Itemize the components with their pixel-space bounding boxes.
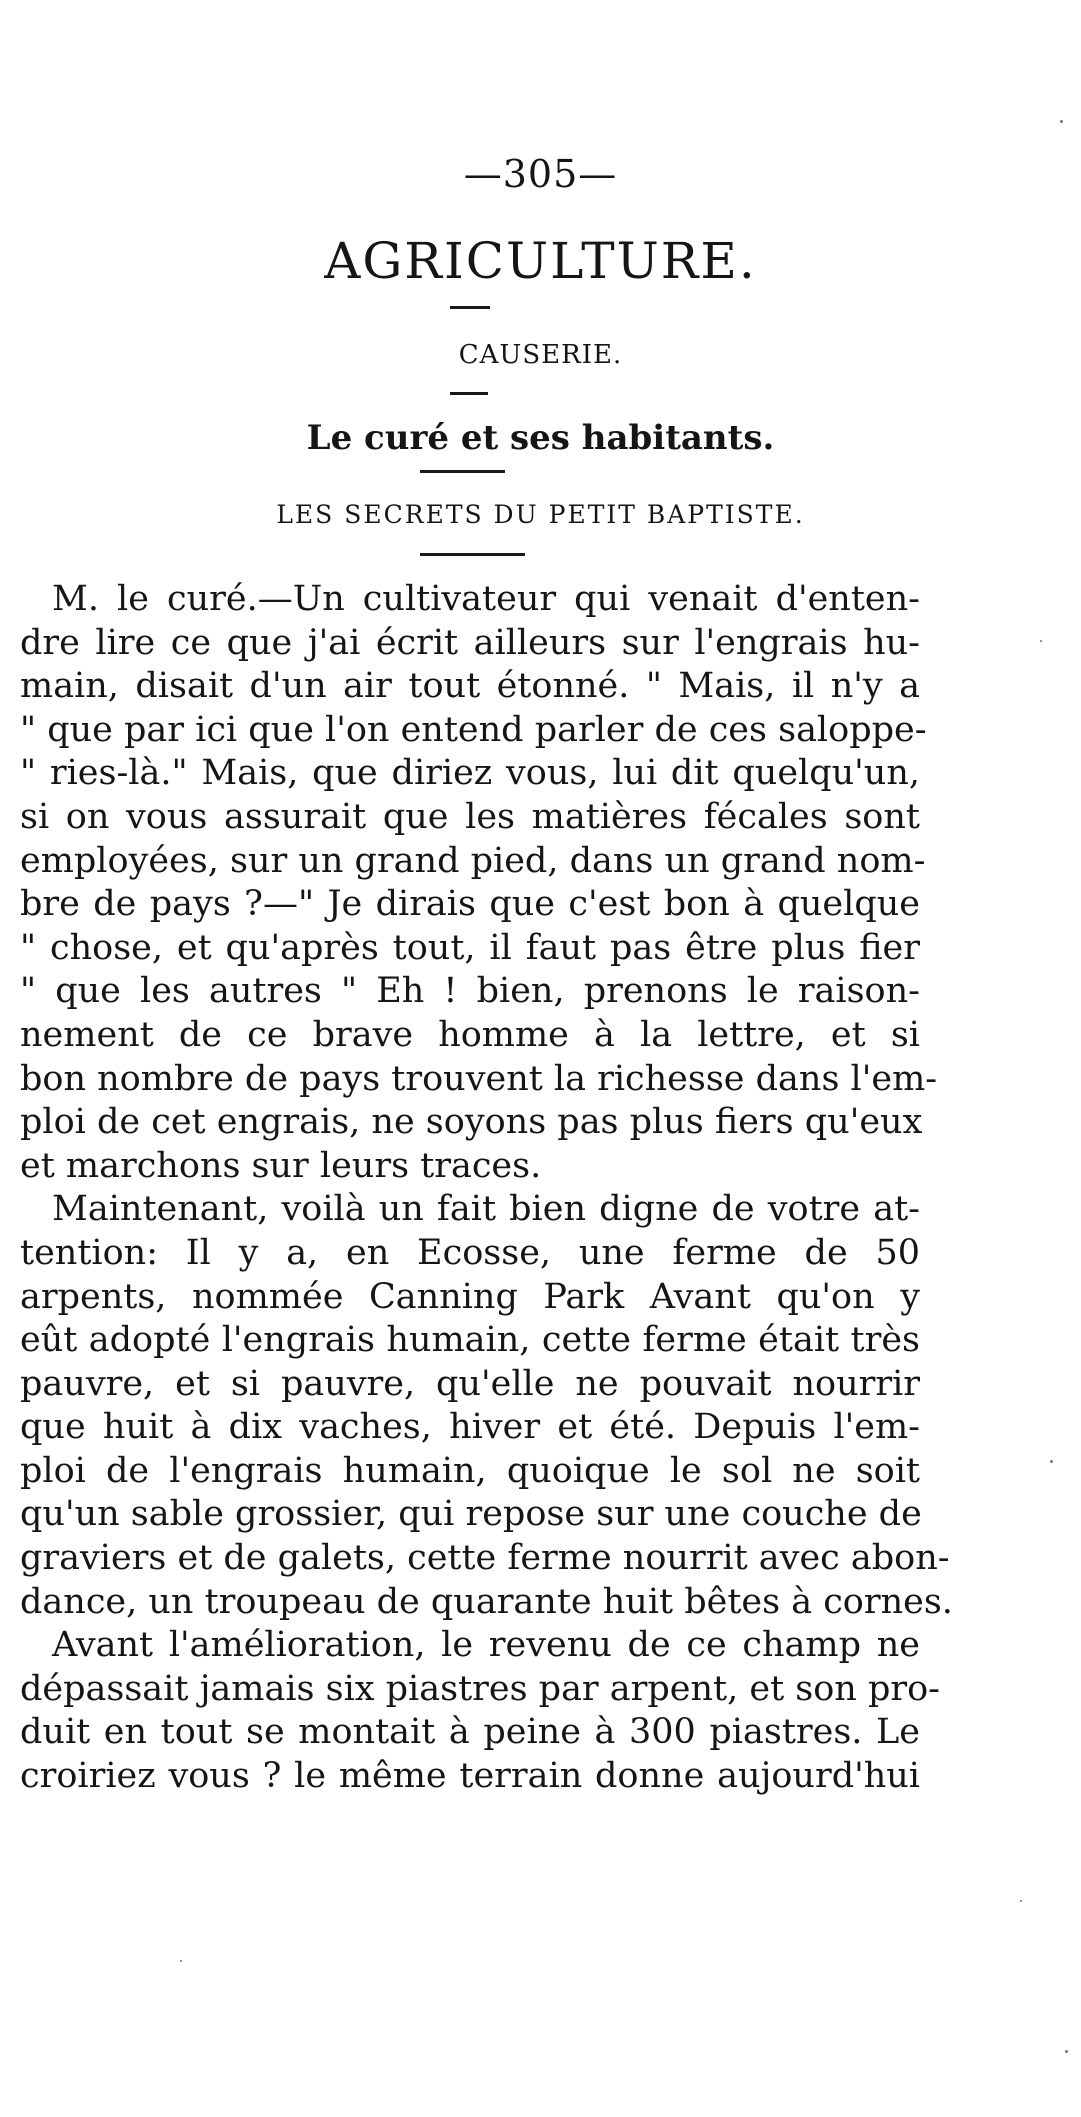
scan-speck: [1060, 120, 1063, 123]
text-line: employées, sur un grand pied, dans un grand nom-: [20, 840, 926, 881]
rubric-heading: CAUSERIE.: [458, 340, 623, 370]
article-title-rule: [420, 553, 525, 556]
article-body: [20, 578, 953, 1799]
text-line: qu'un sable grossier, qui repose sur une couche de: [20, 1494, 922, 1535]
text-line: que huit à dix vaches, hiver et été. Depuis l'em-: [20, 1407, 920, 1448]
section-title: AGRICULTURE.: [324, 232, 757, 290]
text-line: dance, un troupeau de quarante huit bêtes à cornes.: [20, 1581, 953, 1622]
text-line: eût adopté l'engrais humain, cette ferme était très: [20, 1320, 920, 1361]
text-line: " ries-là." Mais, que diriez vous, lui dit quelqu'un,: [20, 753, 920, 794]
text-line: nement de ce brave homme à la lettre, et si: [20, 1014, 920, 1055]
title-rule: [450, 306, 490, 309]
scan-speck: [1065, 2050, 1068, 2053]
text-line: arpents, nommée Canning Park Avant qu'on y: [20, 1276, 920, 1317]
scan-speck: [1050, 1460, 1053, 1463]
text-line: et marchons sur leurs traces.: [20, 1145, 542, 1186]
scan-speck: [1040, 640, 1042, 642]
text-line: main, disait d'un air tout étonné. " Mais, il n'y a: [20, 666, 920, 707]
text-line: dépassait jamais six piastres par arpent, et son pro-: [20, 1668, 940, 1709]
text-line: pauvre, et si pauvre, qu'elle ne pouvait nourrir: [20, 1363, 920, 1404]
text-line: graviers et de galets, cette ferme nourrit avec abon-: [20, 1538, 950, 1579]
text-line: " que les autres " Eh ! bien, prenons le raison-: [20, 971, 920, 1012]
text-line: croiriez vous ? le même terrain donne aujourd'hui: [20, 1756, 920, 1797]
scan-speck: [180, 1960, 182, 1962]
text-line: M. le curé.—Un cultivateur qui venait d'enten-: [52, 579, 920, 619]
text-line: Maintenant, voilà un fait bien digne de votre at-: [52, 1189, 920, 1230]
text-line: Avant l'amélioration, le revenu de ce champ ne: [52, 1625, 920, 1666]
text-line: si on vous assurait que les matières fécales sont: [20, 796, 920, 837]
text-line: " chose, et qu'après tout, il faut pas être plus fier: [20, 927, 920, 968]
text-line: dre lire ce que j'ai écrit ailleurs sur l'engrais hu-: [20, 622, 920, 663]
article-title: LES SECRETS DU PETIT BAPTISTE.: [276, 500, 805, 529]
rubric-rule: [450, 392, 488, 395]
subtitle-rule: [420, 470, 505, 473]
page-number: —305—: [463, 152, 618, 196]
article-subtitle: Le curé et ses habitants.: [306, 418, 775, 458]
text-line: tention: Il y a, en Ecosse, une ferme de 50: [20, 1232, 920, 1273]
text-line: " que par ici que l'on entend parler de ces saloppe-: [20, 709, 927, 750]
text-line: duit en tout se montait à peine à 300 piastres. Le: [20, 1712, 920, 1753]
text-line: ploi de cet engrais, ne soyons pas plus fiers qu'eux: [20, 1102, 923, 1143]
text-line: ploi de l'engrais humain, quoique le sol ne soit: [20, 1450, 920, 1491]
scan-speck: [1020, 1900, 1022, 1902]
text-line: bon nombre de pays trouvent la richesse dans l'em-: [20, 1058, 938, 1099]
text-line: bre de pays ?—" Je dirais que c'est bon à quelque: [20, 884, 920, 925]
